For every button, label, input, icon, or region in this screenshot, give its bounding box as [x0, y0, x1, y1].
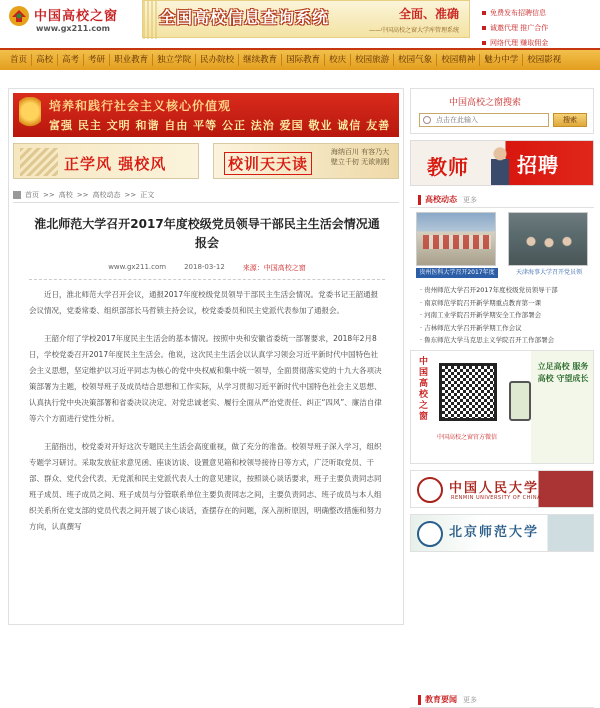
qr-caption: 中国高校之窗官方微信 — [436, 434, 497, 441]
school-motto-title: 校训天天读 — [224, 152, 312, 175]
study-style-banner[interactable] — [13, 143, 199, 179]
article-paragraph: 近日，淮北师范大学召开会议，通报2017年度校级党员领导干部民主生活会情况。党委书记王韶通报会议情况，党委常委、组织部部长马哲锁主持会议，校党委委员和民主党派代表参加了通报会。 — [29, 290, 379, 315]
renmin-university-banner[interactable] — [410, 470, 594, 508]
teacher-recruit-banner[interactable] — [410, 140, 594, 186]
search-title: 中国高校之窗搜索 — [449, 98, 522, 108]
search-panel — [410, 88, 594, 134]
bnu-banner[interactable] — [410, 514, 594, 552]
wechat-qr-panel — [410, 350, 594, 464]
news-photo[interactable] — [508, 212, 588, 266]
news-list — [420, 284, 594, 347]
lantern-icon — [19, 97, 41, 133]
nav-item-travel[interactable]: 校园旅游 — [351, 54, 394, 66]
news-item[interactable]: · 南京师范学院召开新学期重点教育第一课 — [420, 298, 542, 307]
article-paragraph: 王韶指出，校党委对开好这次专题民主生活会高度重视，做了充分的准备。校领导班子深入学习，组织专题学习研讨。采取发放征求意见函、座谈访谈、设置意见箱和校领导接待日等方式，广泛听取党员、干部、群众、党代会代表、无党派和民主党派代表人士的意见建议，按照谈心谈话要求，班子主要负责同志同班子成员、班子成员之间、班子成员与分管联系单位主要负责同志之间，主要负责同志、班子成员与本人组织关系所在党支部的党员代表之间开展了谈心谈话，查摆存在的问题，深入剖析原因，明确整改措施和努力方向，认真撰写 — [29, 442, 382, 531]
bamboo-decoration — [20, 148, 58, 176]
news-item[interactable]: · 吉林师范大学召开新学期工作会议 — [420, 323, 522, 332]
section-header-edu-news — [410, 692, 594, 708]
banner-main-text: 全国高校信息查询系统 — [159, 8, 330, 27]
news-item[interactable]: · 鲁东师范大学马克思主义学院召开工作部署会 — [420, 336, 555, 344]
qr-vertical-title: 中国高校之窗 — [419, 357, 429, 422]
logo-title: 中国高校之窗 — [34, 9, 119, 24]
breadcrumb — [13, 187, 399, 203]
nav-item-gaokao[interactable]: 高考 — [58, 54, 84, 66]
phone-icon — [509, 381, 531, 421]
qr-code-icon[interactable] — [439, 363, 497, 421]
section-header-news — [410, 192, 594, 208]
core-values-heading: 培养和践行社会主义核心价值观 — [49, 99, 232, 113]
top-link[interactable]: 诚邀代理 推广合作 — [482, 21, 592, 36]
logo-icon — [8, 5, 30, 27]
photo-caption[interactable]: 天津海事大学召开党员领 — [508, 268, 590, 278]
nav-item-kaoyan[interactable]: 考研 — [84, 54, 110, 66]
qr-slogan: 立足高校 服务高校 守望成长 — [537, 362, 589, 383]
article-site: www.gx211.com — [108, 263, 167, 271]
search-input[interactable] — [419, 113, 549, 127]
main-nav — [0, 48, 600, 70]
university-english-name: RENMIN UNIVERSITY OF CHINA — [451, 495, 542, 501]
article-paragraph: 王韶介绍了学校2017年度民主生活会的基本情况。按照中央和安徽省委统一部署要求，2018年2月8日，学校党委召开2017年度民主生活会。他说，这次民主生活会以认真学习领会习近平新时代中国特色社会主义思想，坚定维护以习近平同志为核心的党中央权威和集中统一领导，全面贯彻落实党的十九大各项决策部署为主题，校领导班子及成员结合思想和工作实际，从学习贯彻习近平新时代中国特色社会主义思想、认真执行党中央决策部署和省委决议决定、对党忠诚老实、履行全面从严治党责任、纠正“四风”、廉洁自律等六个方面进行党性分析。 — [29, 334, 382, 423]
calligraphy-text: 海纳百川 有容乃大 壁立千仞 无欲则刚 — [330, 148, 390, 166]
nav-item-middle-school[interactable]: 魅力中学 — [480, 54, 523, 66]
nav-item-vocational[interactable]: 职业教育 — [110, 54, 153, 66]
nav-item-weather[interactable]: 校园气象 — [394, 54, 437, 66]
top-link[interactable]: 网络代理 赚取佣金 — [482, 36, 592, 51]
search-button[interactable]: 搜索 — [553, 113, 587, 127]
article-source: 来源：中国高校之窗 — [242, 264, 306, 272]
site-logo[interactable] — [8, 3, 136, 39]
nav-item-home[interactable]: 首页 — [6, 54, 32, 66]
sidebar — [410, 88, 594, 704]
top-link[interactable]: 免费发布招聘信息 — [482, 6, 592, 21]
nav-item-private[interactable]: 民办院校 — [196, 54, 239, 66]
banner-decoration — [143, 1, 157, 39]
news-photo[interactable] — [416, 212, 496, 266]
breadcrumb-item[interactable]: 首页 — [25, 190, 39, 199]
nav-item-colleges[interactable]: 高校 — [32, 54, 58, 66]
recruit-right-text: 招聘 — [517, 153, 559, 177]
photo-caption[interactable]: 贵州医科大学召开2017年度 — [416, 268, 498, 278]
recruit-left-text: 教师 — [427, 155, 469, 179]
university-seal-icon — [417, 521, 443, 547]
news-item[interactable]: · 河南工业学院召开新学期安全工作部署会 — [420, 311, 542, 319]
banner-subtitle: ——中国高校之窗大学库管理系统 — [368, 27, 459, 34]
article-title: 淮北师范大学召开2017年度校级党员领导干部民主生活会情况通报会 — [34, 217, 380, 250]
home-icon — [13, 191, 21, 199]
news-photos — [416, 212, 592, 278]
news-item[interactable]: · 贵州师范大学召开2017年度校级党员领导干部 — [420, 286, 558, 294]
divider — [29, 279, 385, 280]
nav-item-continuing[interactable]: 继续教育 — [239, 54, 282, 66]
section-title: 高校动态 — [425, 195, 457, 204]
article-column — [8, 88, 404, 625]
sub-banners — [13, 143, 399, 179]
nav-item-spirit[interactable]: 校园精神 — [437, 54, 480, 66]
breadcrumb-separator: >> — [124, 190, 137, 199]
section-marker — [418, 695, 421, 705]
system-query-banner[interactable] — [142, 0, 470, 38]
core-values-list: 富强 民主 文明 和谐 自由 平等 公正 法治 爱国 敬业 诚信 友善 — [49, 119, 391, 132]
site-header — [0, 0, 600, 47]
nav-item-video[interactable]: 校园影视 — [527, 55, 562, 65]
article-body — [29, 287, 385, 547]
breadcrumb-separator: >> — [43, 190, 55, 199]
study-style-title: 正学风 强校风 — [64, 155, 167, 173]
nav-item-international[interactable]: 国际教育 — [282, 54, 325, 66]
school-motto-banner[interactable] — [213, 143, 399, 179]
article-meta — [29, 263, 385, 279]
section-marker — [418, 195, 421, 205]
breadcrumb-item: 正文 — [140, 190, 155, 199]
section-title: 教育要闻 — [425, 695, 457, 704]
core-values-banner[interactable] — [13, 93, 399, 137]
article-date: 2018-03-12 — [184, 263, 225, 271]
logo-url: www.gx211.com — [36, 24, 110, 33]
more-link[interactable]: 更多 — [463, 195, 477, 204]
breadcrumb-item[interactable]: 高校动态 — [92, 190, 121, 199]
search-icon — [423, 116, 431, 124]
nav-item-independent[interactable]: 独立学院 — [153, 54, 196, 66]
teacher-figure — [491, 145, 509, 185]
university-name: 中国人民大学 — [449, 481, 540, 496]
banner-slogan: 全面、准确 — [398, 7, 459, 21]
breadcrumb-item[interactable]: 高校 — [58, 190, 73, 199]
breadcrumb-separator: >> — [76, 190, 89, 199]
nav-item-anniversary[interactable]: 校庆 — [325, 54, 351, 66]
top-links — [482, 6, 592, 51]
university-seal-icon — [417, 477, 443, 503]
more-link[interactable]: 更多 — [463, 695, 477, 704]
university-name: 北京师范大学 — [449, 525, 540, 540]
